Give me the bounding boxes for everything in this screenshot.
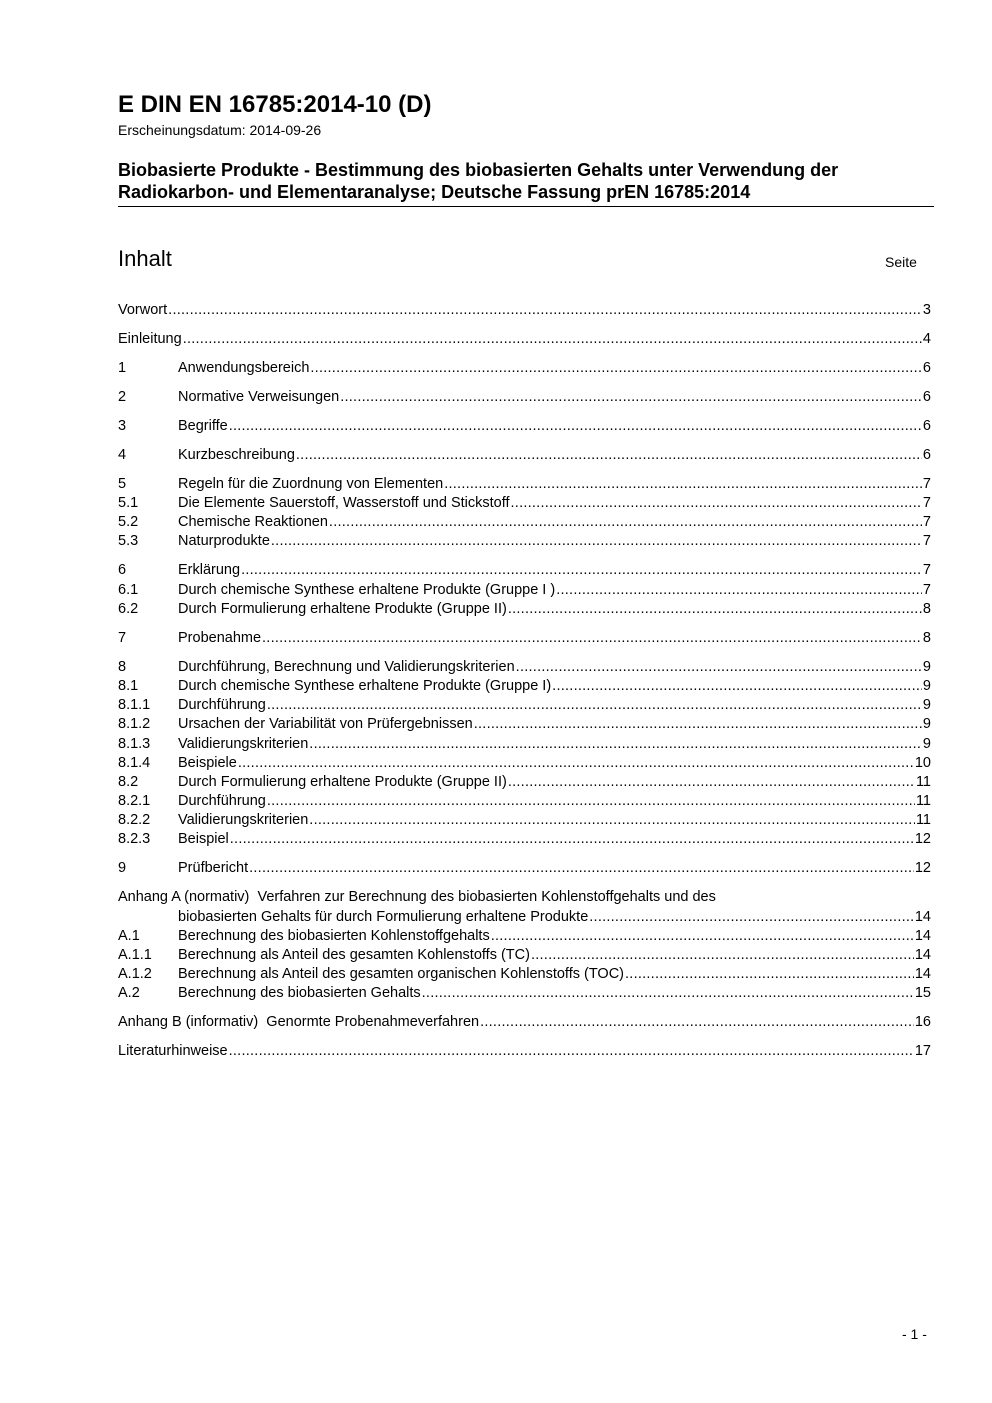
title-divider [118,206,934,207]
toc-entry-page: 16 [914,1014,931,1031]
toc-entry[interactable] [118,475,931,494]
toc-entry-page: 12 [914,860,931,877]
toc-entry[interactable] [118,927,931,946]
toc-entry-title: Validierungskriterien [178,812,309,829]
toc-entry-page: 7 [922,581,931,598]
toc-entry[interactable] [118,532,931,551]
dot-leader [230,830,914,849]
toc-entry-number: 8.2.1 [118,793,151,810]
toc-entry-title: Verfahren zur Berechnung des biobasierten Kohlenstoffgehalts und des [257,889,716,906]
toc-entry-number: 1 [118,359,127,376]
toc-entry-page: 14 [914,966,931,983]
toc-entry-number: Anhang A (normativ) [118,889,250,906]
toc-entry-number: 8.2.3 [118,831,151,848]
toc-entry-title: Durch chemische Synthese erhaltene Produkte (Gruppe I ) [178,581,556,598]
dot-leader [267,696,922,715]
toc-entry-number: 3 [118,417,127,434]
toc-entry-title: Einleitung [118,330,182,347]
toc-entry[interactable] [118,561,931,580]
toc-entry[interactable] [118,811,931,830]
toc-entry-page: 6 [922,417,931,434]
toc-entry-page: 9 [922,658,931,675]
toc-entry-page: 17 [914,1043,931,1060]
toc-entry-title: biobasierten Gehalts für durch Formulierung erhaltene Produkte [178,908,589,925]
toc-entry-page: 14 [914,947,931,964]
toc-entry-title: Beispiel [178,831,229,848]
dot-leader [444,475,922,494]
toc-entry-title: Erklärung [178,562,241,579]
toc-entry-page: 7 [922,475,931,492]
toc-entry-number: 5.1 [118,495,139,512]
toc-entry[interactable] [118,792,931,811]
toc-entry-title: Vorwort [118,302,168,318]
toc-entry-title: Beispiele [178,754,237,771]
dot-leader [241,561,922,580]
toc-entry[interactable] [118,984,931,1003]
toc-entry-title: Berechnung als Anteil des gesamten Kohlenstoffs (TC) [178,947,530,964]
dot-leader [552,677,922,696]
dot-leader [589,908,914,927]
toc-entry-number: 5 [118,475,127,492]
dot-leader [340,388,922,407]
page-column-label: Seite [885,254,917,270]
toc-entry[interactable] [118,773,931,792]
dot-leader [480,1013,914,1032]
toc-entry-number: 8.1.4 [118,754,151,771]
dot-leader [183,330,922,349]
toc-entry-number: 4 [118,446,127,463]
toc-entry[interactable] [118,830,931,849]
dot-leader [511,494,922,513]
toc-entry-continuation[interactable] [118,908,931,927]
toc-entry-title: Validierungskriterien [178,735,309,752]
toc-entry-number: 8.1.1 [118,697,151,714]
toc-entry-page: 9 [922,735,931,752]
toc-entry-number: 6.1 [118,581,139,598]
toc-entry-number: 6 [118,562,127,579]
toc-entry-page: 9 [922,697,931,714]
dot-leader [531,946,914,965]
dot-leader [262,629,922,648]
toc-entry-number: 8.2 [118,773,139,790]
toc-entry[interactable] [118,600,931,619]
toc-heading: Inhalt [118,246,172,271]
dot-leader [309,811,915,830]
toc-entry-number: 8.2.2 [118,812,151,829]
page-number: - 1 - [902,1326,927,1342]
toc-entry-page: 6 [922,359,931,376]
toc-entry-number: 2 [118,388,127,405]
toc-entry[interactable] [118,754,931,773]
dot-leader [309,735,922,754]
toc-entry-title: Literaturhinweise [118,1043,228,1060]
toc-entry-title: Berechnung des biobasierten Gehalts [178,985,421,1002]
dot-leader [422,984,914,1003]
toc-entry-number: 8.1.3 [118,735,151,752]
dot-leader [474,715,922,734]
toc-entry-page: 11 [915,812,931,829]
toc-entry-page: 7 [922,495,931,512]
toc-entry-page: 15 [914,985,931,1002]
toc-entry[interactable] [118,581,931,600]
toc-entry-page: 11 [915,773,931,790]
toc-entry-page: 8 [922,600,931,617]
toc-entry-page: 14 [914,927,931,944]
toc-entry[interactable] [118,1013,931,1032]
toc-entry-number: A.1 [118,927,140,944]
toc-entry[interactable] [118,735,931,754]
toc-entry-title: Berechnung des biobasierten Kohlenstoffgehalts [178,927,490,944]
dot-leader [310,359,922,378]
toc-entry-number: 5.3 [118,533,139,550]
toc-entry-title: Durch Formulierung erhaltene Produkte (Gruppe II) [178,600,507,617]
toc-entry-title: Durchführung [178,697,266,714]
dot-leader [238,754,914,773]
toc-entry-page: 4 [922,330,931,347]
dot-leader [625,965,914,984]
toc-entry-number: 6.2 [118,600,139,617]
toc-entry-title: Normative Verweisungen [178,388,340,405]
dot-leader [556,581,922,600]
dot-leader [229,417,922,436]
toc-entry-page: 7 [922,562,931,579]
toc-entry-page: 9 [922,716,931,733]
dot-leader [168,301,922,320]
toc-entry-title: Die Elemente Sauerstoff, Wasserstoff und Stickstoff [178,495,510,512]
toc-entry[interactable] [118,513,931,532]
toc-entry-page: 6 [922,388,931,405]
toc-entry-title: Berechnung als Anteil des gesamten organischen Kohlenstoffs (TOC) [178,966,625,983]
toc-entry[interactable] [118,965,931,984]
toc-entry-title: Chemische Reaktionen [178,514,328,531]
toc-entry-number: 9 [118,860,127,877]
toc-entry-number: 8.1.2 [118,716,151,733]
dot-leader [296,446,922,465]
toc-entry-title: Begriffe [178,417,228,434]
toc-entry-number: A.1.2 [118,966,152,983]
toc-entry-title: Durch chemische Synthese erhaltene Produkte (Gruppe I) [178,677,552,694]
toc-entry[interactable] [118,446,931,465]
toc-entry-page: 9 [922,677,931,694]
toc-entry-page: 8 [922,629,931,646]
toc-entry[interactable] [118,301,931,320]
toc-entry[interactable] [118,359,931,378]
toc-entry-title: Kurzbeschreibung [178,446,295,463]
toc-entry-page: 14 [914,908,931,925]
dot-leader [508,773,915,792]
toc-entry[interactable] [118,417,931,436]
toc-entry-number: A.1.1 [118,947,152,964]
toc-entry[interactable] [118,494,931,513]
dot-leader [508,600,922,619]
toc-entry-number: A.2 [118,985,140,1002]
toc-entry[interactable] [118,888,931,907]
dot-leader [491,927,914,946]
toc-entry-number: 8 [118,658,127,675]
toc-entry-title: Naturprodukte [178,533,270,550]
toc-entry-page: 10 [914,754,931,771]
toc-entry-page: 12 [914,831,931,848]
toc-entry[interactable] [118,1042,931,1061]
toc-entry-title: Durch Formulierung erhaltene Produkte (Gruppe II) [178,773,507,790]
toc-entry-title: Durchführung, Berechnung und Validierungskriterien [178,658,515,675]
toc-entry-page: 11 [915,793,931,810]
toc-entry-number: 8.1 [118,677,139,694]
toc-entry-title: Probenahme [178,629,262,646]
dot-leader [229,1042,914,1061]
toc-entry-title: Ursachen der Variabilität von Prüfergebnissen [178,716,473,733]
dot-leader [329,513,922,532]
toc-entry[interactable] [118,658,931,677]
dot-leader [516,658,922,677]
toc-entry[interactable] [118,330,931,349]
toc-entry-title: Prüfbericht [178,860,249,877]
dot-leader [271,532,922,551]
toc-entry[interactable] [118,388,931,407]
toc-entry[interactable] [118,946,931,965]
toc-entry-number: Anhang B (informativ) [118,1014,259,1031]
document-id: E DIN EN 16785:2014-10 (D) [118,91,432,118]
toc-entry[interactable] [118,629,931,648]
toc-entry-number: 7 [118,629,127,646]
toc-entry-title: Regeln für die Zuordnung von Elementen [178,475,444,492]
toc-entry-title: Anwendungsbereich [178,359,310,376]
toc-entry-page: 7 [922,514,931,531]
table-of-contents [118,301,931,1062]
toc-entry[interactable] [118,859,931,878]
toc-entry-title: Genormte Probenahmeverfahren [266,1014,480,1031]
dot-leader [267,792,915,811]
document-title-line-1: Biobasierte Produkte - Bestimmung des biobasierten Gehalts unter Verwendung der [118,160,839,180]
publication-date: Erscheinungsdatum: 2014-09-26 [118,122,322,138]
toc-entry-page: 7 [922,533,931,550]
toc-entry-page: 6 [922,446,931,463]
toc-entry-page: 3 [922,302,931,318]
document-title-line-2: Radiokarbon- und Elementaranalyse; Deutsche Fassung prEN 16785:2014 [118,182,751,202]
dot-leader [249,859,914,878]
toc-entry-title: Durchführung [178,793,266,810]
toc-entry[interactable] [118,715,931,734]
toc-entry-number: 5.2 [118,514,139,531]
toc-entry[interactable] [118,696,931,715]
document-title [118,159,938,203]
toc-entry[interactable] [118,677,931,696]
